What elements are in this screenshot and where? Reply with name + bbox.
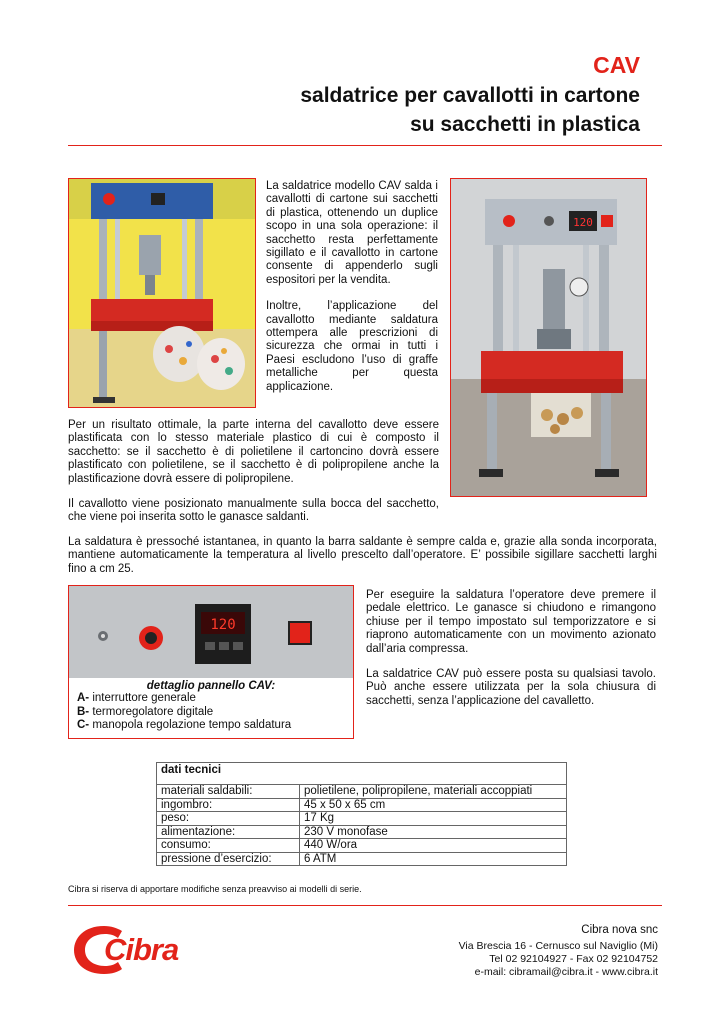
cibra-logo <box>70 918 200 978</box>
intro-paragraph-2: Inoltre, l’applicazione del cavallotto mediante saldatura ottempera alle prescrizioni di sicurezza che ormai in tutti i Paesi escludono l’uso di graffe metalliche per questa applicazione. <box>266 300 438 393</box>
footer-address <box>459 924 658 979</box>
panel-caption: dettaglio pannello CAV: <box>146 680 276 692</box>
page-title-line1: saldatrice per cavallotti in cartone <box>300 84 640 107</box>
company-name: Cibra nova snc <box>581 924 658 936</box>
display-readout-right: 120 <box>573 216 593 229</box>
header-divider <box>68 145 662 146</box>
specs-title: dati tecnici <box>157 763 567 785</box>
machine-illustration-left <box>69 179 256 408</box>
body-paragraph-3: Per un risultato ottimale, la parte interna del cavallotto deve essere plastificata con lo stesso materiale plastico di cui è composto il sacchetto: se il sacchetto è di polietilene il cartoncino dovrà essere plastificato con polietilene, se il sacchetto è di polipropilene anche la plastificazione dovrà essere di polipropilene. <box>68 419 439 485</box>
machine-photo-left <box>68 178 256 408</box>
display-readout-panel: 120 <box>210 617 236 633</box>
body-paragraph-6: Per eseguire la saldatura l’operatore deve premere il pedale elettrico. Le ganasce si chiudono e rimangono chiuse per il tempo impostato sul temporizzatore e si riaprono automaticamente con un movimento azionato dall’aria compressa. <box>366 589 656 655</box>
panel-detail-illustration <box>69 586 354 678</box>
logo-wordmark: Cibra <box>104 932 179 967</box>
company-email: e-mail: cibramail@cibra.it - www.cibra.it <box>474 966 658 978</box>
table-row: peso: 17 Kg <box>157 812 567 826</box>
company-address: Via Brescia 16 - Cernusco sul Naviglio (Mi) <box>458 940 658 952</box>
panel-detail-box <box>68 585 354 739</box>
footer-divider <box>68 905 662 906</box>
table-row: consumo: 440 W/ora <box>157 839 567 853</box>
panel-legend-item-c: C- manopola regolazione tempo saldatura <box>77 719 292 731</box>
table-row: alimentazione: 230 V monofase <box>157 825 567 839</box>
page-title-line2: su sacchetti in plastica <box>410 113 640 136</box>
specs-table <box>156 762 567 866</box>
company-phone: Tel 02 92104927 - Fax 02 92104752 <box>489 953 658 965</box>
disclaimer: Cibra si riserva di apportare modifiche senza preavviso ai modelli di serie. <box>68 884 362 894</box>
machine-photo-right <box>450 178 647 497</box>
panel-legend-item-a: A- interruttore generale <box>77 692 196 704</box>
panel-legend <box>69 692 353 733</box>
product-code: CAV <box>593 52 640 78</box>
body-paragraph-4: Il cavallotto viene posizionato manualmente sulla bocca del sacchetto, che viene poi inserita sotto le ganasce saldanti. <box>68 498 439 524</box>
table-row: pressione d’esercizio: 6 ATM <box>157 852 567 866</box>
table-row: materiali saldabili: polietilene, polipropilene, materiali accoppiati <box>157 785 567 799</box>
body-paragraph-5: La saldatura è pressoché istantanea, in quanto la barra saldante è sempre calda e, grazie alla sonda incorporata, mantiene automaticamente la temperatura al livello prescelto dall’operatore. E’ possibile sigillare sacchetti larghi fino a cm 25. <box>68 536 657 575</box>
intro-paragraph-1: La saldatrice modello CAV salda i cavallotti di cartone sui sacchetti di plastica, ottenendo un duplice scopo in una sola operazione: il sacchetto resta perfettamente sigillato e il cavallotto in cartone consente di appenderlo sugli espositori per la vendita. <box>266 180 438 286</box>
table-row: ingombro: 45 x 50 x 65 cm <box>157 798 567 812</box>
machine-illustration-right <box>451 179 647 497</box>
body-paragraph-7: La saldatrice CAV può essere posta su qualsiasi tavolo. Può anche essere utilizzata per la sola chiusura di sacchetti, senza l’applicazione del cavalletto. <box>366 668 656 707</box>
panel-legend-item-b: B- termoregolatore digitale <box>77 705 214 718</box>
